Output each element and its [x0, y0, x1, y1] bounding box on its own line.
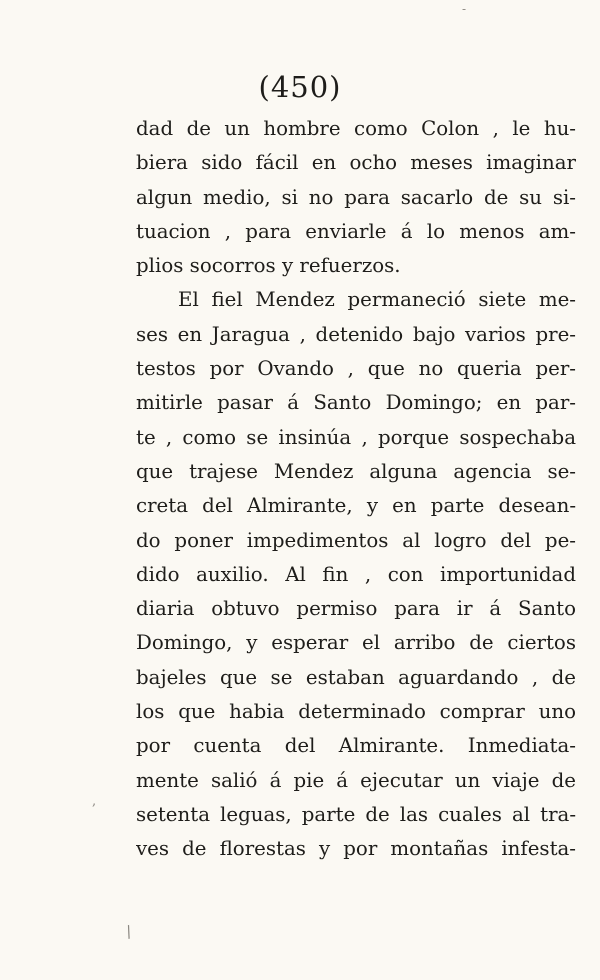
text-line: por cuenta del Almirante. Inmediata- — [136, 734, 576, 758]
text-line: setenta leguas, parte de las cuales al tra- — [136, 802, 576, 826]
text-line: El fiel Mendez permaneció siete me- — [178, 288, 576, 312]
text-line: Domingo, y esperar el arribo de ciertos — [136, 631, 576, 655]
text-line: do poner impedimentos al logro del pe- — [136, 528, 576, 552]
text-line: ses en Jaragua , detenido bajo varios pre- — [136, 322, 576, 346]
text-line: creta del Almirante, y en parte desean- — [136, 494, 576, 518]
text-line: dad de un hombre como Colon , le hu- — [136, 117, 576, 140]
stray-ink-mark: / — [122, 921, 135, 942]
page-number: (450) — [258, 70, 342, 104]
stray-ink-mark: , — [92, 794, 97, 809]
text-line: biera sido fácil en ocho meses imaginar — [136, 151, 576, 175]
text-line: algun medio, si no para sacarlo de su si- — [136, 185, 576, 209]
text-line: bajeles que se estaban aguardando , de — [136, 665, 576, 689]
stray-ink-mark: - — [462, 2, 467, 16]
text-line: dido auxilio. Al fin , con importunidad — [136, 562, 576, 586]
text-line: ves de florestas y por montañas infesta- — [136, 837, 576, 861]
text-line: los que habia determinado comprar uno — [136, 700, 576, 724]
text-line: testos por Ovando , que no queria per- — [136, 357, 576, 381]
text-line: diaria obtuvo permiso para ir á Santo — [136, 597, 576, 621]
text-line: mitirle pasar á Santo Domingo; en par- — [136, 391, 576, 415]
text-line: plios socorros y refuerzos. — [136, 254, 401, 278]
body-text — [136, 112, 576, 867]
text-line: tuacion , para enviarle á lo menos am- — [136, 219, 576, 243]
text-line: que trajese Mendez alguna agencia se- — [136, 459, 576, 483]
text-line: mente salió á pie á ejecutar un viaje de — [136, 768, 576, 792]
text-line: te , como se insinúa , porque sospechaba — [136, 425, 576, 449]
